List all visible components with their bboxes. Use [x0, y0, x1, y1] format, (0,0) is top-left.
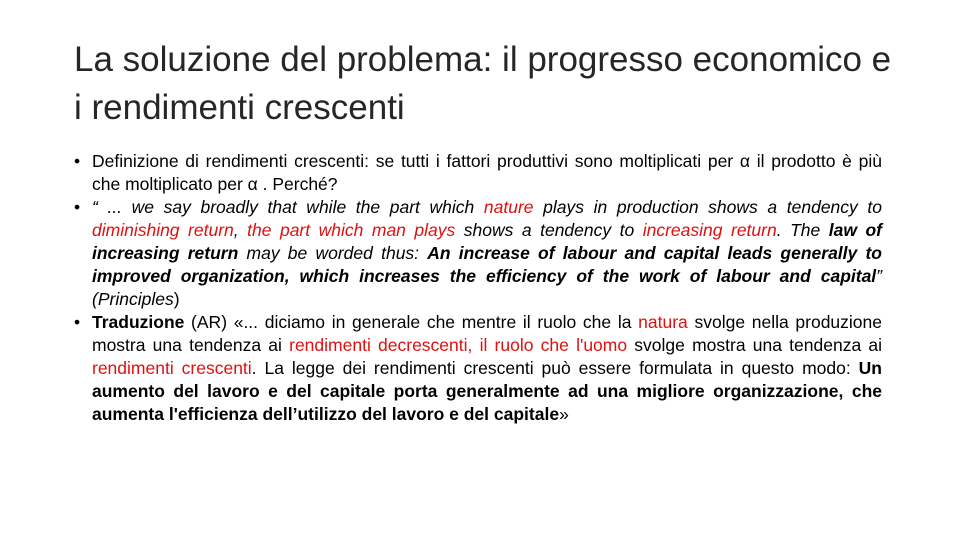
bullet-quote [74, 196, 882, 311]
bullet-list [74, 150, 882, 426]
quote-bold-definition: An increase of labour and capital leads generally to improved organization, which increases the efficiency of the work of labour and capital [92, 243, 883, 286]
definition-text: Definizione di rendimenti crescenti: se tutti i fattori produttivi sono moltiplicati per α il prodotto è più che moltiplicato per α . Perché? [92, 151, 882, 194]
translation-label: Traduzione [92, 312, 185, 332]
translation-highlight-decrescenti: rendimenti decrescenti, il ruolo che l'uomo [289, 335, 628, 355]
bullet-definition [74, 150, 882, 196]
translation-highlight-crescenti: rendimenti crescenti [92, 358, 252, 378]
translation-text: (AR) «... diciamo in generale che mentre il ruolo che la [184, 312, 639, 332]
quote-text: ) [173, 289, 180, 309]
slide-title: La soluzione del problema: il progresso economico e i rendimenti crescenti [74, 40, 892, 127]
bullet-translation [74, 311, 882, 426]
bullet-marker: • [74, 151, 81, 171]
translation-text: svolge mostra una tendenza ai [627, 335, 883, 355]
quote-source: Principles [97, 289, 174, 309]
quote-text: . The [776, 220, 829, 240]
bullet-marker: • [74, 197, 81, 217]
quote-text: plays in production shows a tendency to [533, 197, 882, 217]
quote-text: shows a tendency to [455, 220, 643, 240]
quote-highlight-diminishing: diminishing return [92, 220, 234, 240]
quote-text: , [233, 220, 248, 240]
quote-highlight-increasing: increasing return [642, 220, 777, 240]
quote-highlight-nature: nature [483, 197, 534, 217]
translation-text: svolge nella produzione mostra una tendenza ai [92, 312, 882, 355]
translation-highlight-natura: natura [638, 312, 688, 332]
bullet-marker: • [74, 312, 81, 332]
quote-text: may be worded thus: [238, 243, 428, 263]
translation-text: . La legge dei rendimenti crescenti può essere formulata in questo modo: [251, 358, 859, 378]
quote-highlight-man: the part which man plays [247, 220, 456, 240]
quote-text: “ ... we say broadly that while the part which [92, 197, 484, 217]
translation-text: » [559, 404, 569, 424]
quote-text: ” ( [92, 266, 882, 309]
quote-bold-law: law of increasing return [92, 220, 882, 263]
translation-bold-definition: Un aumento del lavoro e del capitale porta generalmente ad una migliore organizzazione, che aumenta l'efficienza dell’utilizzo del lavoro e del capitale [92, 358, 882, 424]
